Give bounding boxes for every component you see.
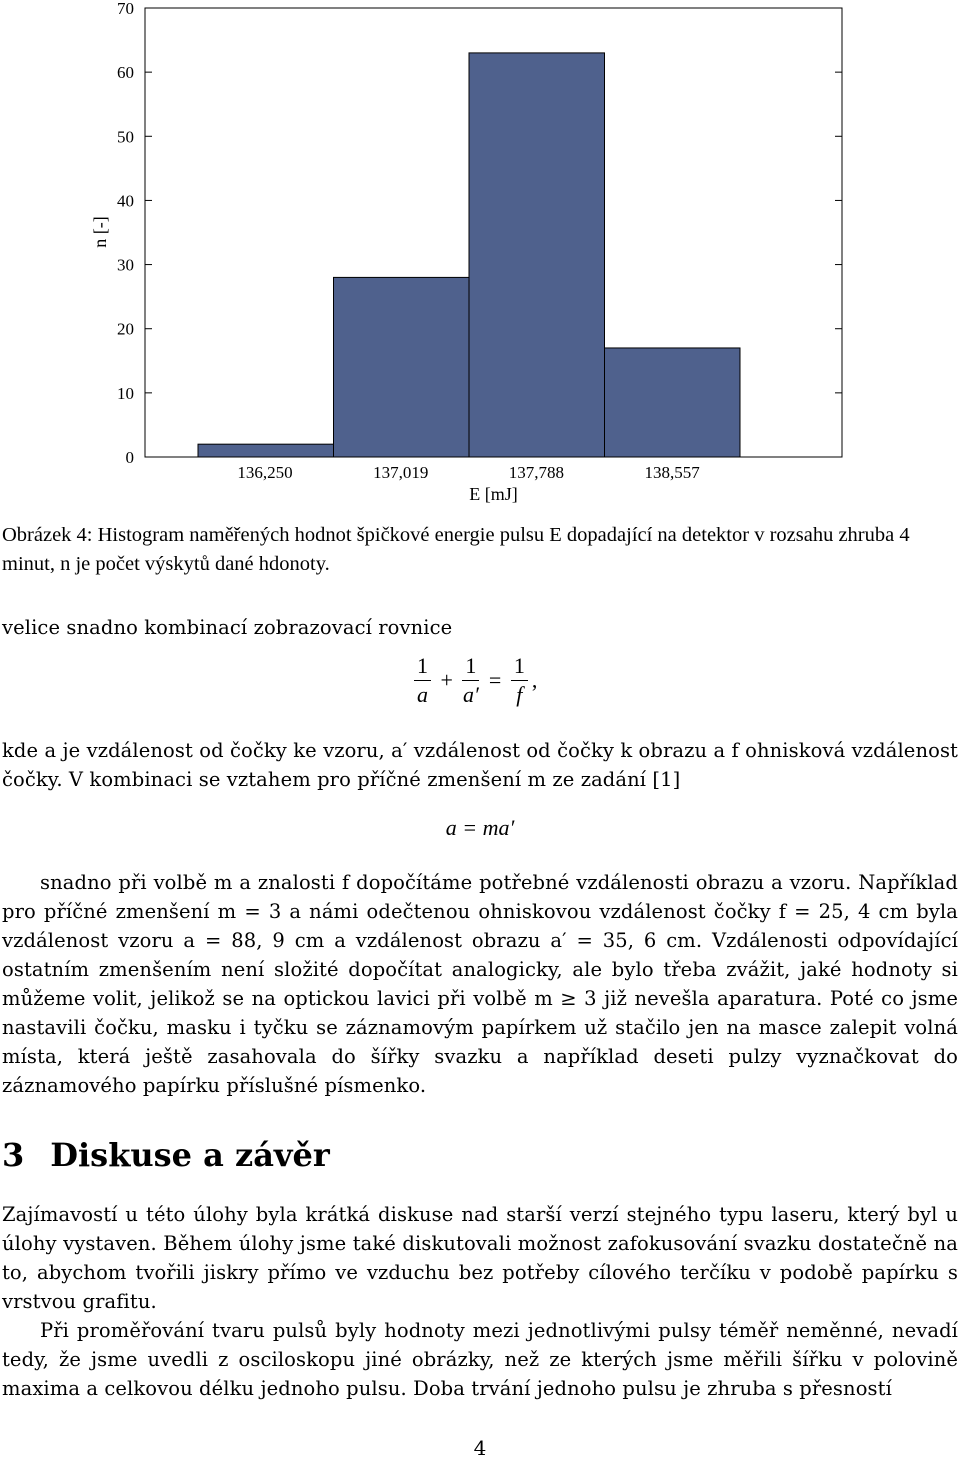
y-tick-label: 50 [117,127,134,147]
y-tick-label: 20 [117,319,134,339]
paragraph-2: kde a je vzdálenost od čočky ke vzoru, a′ vzdálenost od čočky k obrazu a f ohnisková vzdálenost čočky. V kombinaci se vztahem pro příčné zmenšení m ze zadání [1] [2,739,958,791]
histogram-bar [334,277,470,457]
x-tick-label: 138,557 [644,463,700,482]
y-tick-label: 30 [117,255,134,275]
paragraph-4: Zajímavostí u této úlohy byla krátká diskuse nad starší verzí stejného typu laseru, který byl u úlohy vystaven. Během úlohy jsme také diskutovali možnost zafokusování svazku dostatečně na to, abychom tvořili jiskry přímo ve vzduchu bez potřeby cílového terčíku v podobě papírku s vrstvou grafitu. [2,1203,958,1313]
x-tick-label: 137,019 [373,463,429,482]
y-tick-label: 40 [117,191,134,211]
section-heading: 3 Diskuse a závěr [2,1136,330,1174]
equation-lens: $\frac{1}{a}$ + $\frac{1}{a'}$ = $\frac{1}{f}$ , [410,652,537,709]
y-tick-label: 60 [117,63,134,83]
y-tick-label: 0 [125,448,134,467]
histogram-bar [198,444,334,457]
paragraph-1: velice snadno kombinací zobrazovací rovnice [2,616,453,639]
y-tick-label: 70 [117,0,134,18]
page-number: 4 [473,1436,487,1460]
y-axis-label: n [-] [90,216,110,248]
x-tick-label: 137,788 [508,463,565,482]
chart-bars [198,53,740,457]
y-tick-label: 10 [117,383,134,403]
histogram-bar [605,348,741,457]
equation-magnification: a = ma′ [445,815,515,840]
paragraph-5: Při proměřování tvaru pulsů byly hodnoty mezi jednotlivými pulsy téměř neměnné, nevadí tedy, že jsme uvedli z osciloskopu jiné obrázky, než ze kterých jsme měřili šířku v polovině maxima a celkovou délku jednoho pulsu. Doba trvání jednoho pulsu je zhruba s přesností [2,1319,958,1400]
histogram-bar [469,53,605,457]
histogram-chart [0,0,960,510]
figure-caption: Obrázek 4: Histogram naměřených hodnot špičkové energie pulsu E dopadající na detektor v rozsahu zhruba 4 minut, n je počet výskytů dané hdonoty. [2,524,910,575]
x-axis-label: E [mJ] [469,484,518,504]
paragraph-3: snadno při volbě m a znalosti f dopočítáme potřebné vzdálenosti obrazu a vzoru. Například pro příčné zmenšení m = 3 a námi odečtenou ohniskovou vzdálenost čočky f = 25, 4 cm byla vzdálenost vzoru a = 88, 9 cm a vzdálenost obrazu a′ = 35, 6 cm. Vzdálenosti odpovídající ostatním zmenšením není složité dopočítat analogicky, ale bylo třeba zvážit, jaké hodnoty si můžeme volit, jelikož se na optickou lavici při volbě m ≥ 3 již nevešla aparatura. Poté co jsme nastavili čočku, masku i tyčku se záznamovým papírkem už stačilo jen na masce zalepit volná místa, která ještě zasahovala do šířky svazku a například deseti pulzy vyznačkovat do záznamového papírku příslušné písmenko. [2,871,958,1097]
x-tick-label: 136,250 [237,463,293,482]
